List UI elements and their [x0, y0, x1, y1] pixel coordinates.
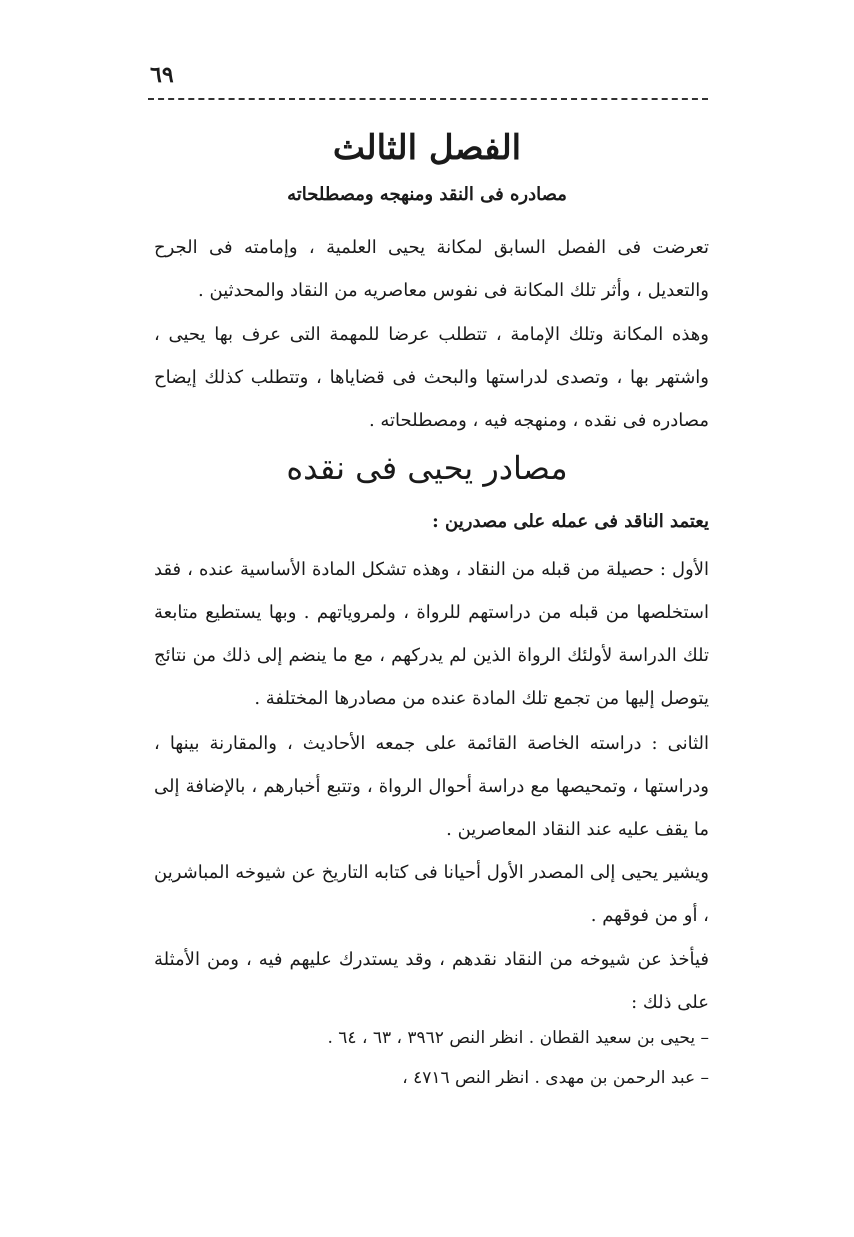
intro-paragraph-text: وهذه المكانة وتلك الإمامة ، تتطلب عرضا للمهمة التى عرف بها يحيى ، واشتهر بها ، وتصدى لدراستها والبحث فى قضاياها ، وتتطلب كذلك إيضاح مصادره فى نقده ، ومنهجه فيه ، ومصطلحاته . [154, 324, 709, 431]
header-rule [148, 98, 708, 100]
reference-line: – عبد الرحمن بن مهدى . انظر النص ٤٧١٦ ، [402, 1068, 709, 1088]
body-paragraph [154, 851, 709, 937]
intro-paragraph-text: تعرضت فى الفصل السابق لمكانة يحيى العلمية ، وإمامته فى الجرح والتعديل ، وأثر تلك المكانة فى نفوس معاصريه من النقاد والمحدثين . [154, 237, 709, 301]
section-heading: مصادر يحيى فى نقده [286, 449, 568, 487]
page-number: ٦٩ [150, 62, 174, 88]
body-paragraph-text: الثانى : دراسته الخاصة القائمة على جمعه الأحاديث ، والمقارنة بينها ، ودراستها ، وتمحيصها مع دراسة أحوال الرواة ، وتتبع أخبارهم ، بالإضافة إلى ما يقف عليه عند النقاد المعاصرين . [154, 733, 709, 840]
body-paragraph [154, 722, 709, 851]
section-lead: يعتمد الناقد فى عمله على مصدرين : [432, 511, 709, 532]
reference-line: – يحيى بن سعيد القطان . انظر النص ٣٩٦٢ ، ٦٣ ، ٦٤ . [327, 1028, 709, 1048]
chapter-subtitle: مصادره فى النقد ومنهجه ومصطلحاته [287, 184, 567, 205]
body-paragraph-text: الأول : حصيلة من قبله من النقاد ، وهذه تشكل المادة الأساسية عنده ، فقد استخلصها من قبله من دراستهم للرواة ، ولمروياتهم . وبها يستطيع متابعة تلك الدراسة لأولئك الرواة الذين لم يدركهم ، مع ما ينضم إلى ذلك من نتائج يتوصل إليها من تجمع تلك المادة عنده من مصادرها المختلفة . [154, 559, 709, 709]
body-paragraph [154, 548, 709, 720]
body-paragraph-text: ويشير يحيى إلى المصدر الأول أحيانا فى كتابه التاريخ عن شيوخه المباشرين ، أو من فوقهم . [154, 862, 709, 926]
body-paragraph [154, 938, 709, 1024]
intro-paragraph [154, 313, 709, 442]
body-paragraph-text: فيأخذ عن شيوخه من النقاد نقدهم ، وقد يستدرك عليهم فيه ، ومن الأمثلة على ذلك : [154, 949, 709, 1013]
chapter-title: الفصل الثالث [332, 128, 522, 168]
intro-paragraph [154, 226, 709, 312]
